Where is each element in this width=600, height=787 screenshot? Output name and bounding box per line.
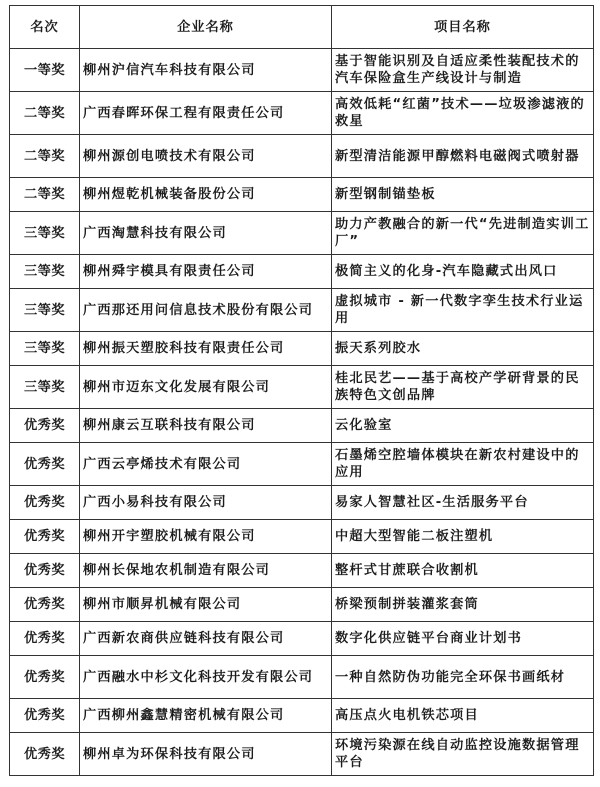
project-cell: 助力产教融合的新一代“先进制造实训工厂” xyxy=(332,212,594,255)
table-header-row xyxy=(10,6,594,49)
table-row xyxy=(10,366,594,409)
project-cell: 虚拟城市 - 新一代数字孪生技术行业运用 xyxy=(332,289,594,332)
rank-cell: 优秀奖 xyxy=(10,409,80,443)
table-row xyxy=(10,588,594,622)
table-row xyxy=(10,443,594,486)
project-cell: 高压点火电机铁芯项目 xyxy=(332,699,594,733)
company-cell: 广西新农商供应链科技有限公司 xyxy=(80,622,332,656)
company-cell: 广西云亭烯技术有限公司 xyxy=(80,443,332,486)
company-cell: 广西春晖环保工程有限责任公司 xyxy=(80,92,332,135)
company-cell: 柳州长保地农机制造有限公司 xyxy=(80,554,332,588)
table-row xyxy=(10,520,594,554)
project-cell: 整杆式甘蔗联合收割机 xyxy=(332,554,594,588)
company-cell: 广西那还用问信息技术股份有限公司 xyxy=(80,289,332,332)
table-row xyxy=(10,622,594,656)
rank-cell: 优秀奖 xyxy=(10,733,80,776)
rank-cell: 二等奖 xyxy=(10,178,80,212)
table-row xyxy=(10,733,594,776)
project-cell: 新型钢制锚垫板 xyxy=(332,178,594,212)
rank-cell: 三等奖 xyxy=(10,255,80,289)
table-row xyxy=(10,49,594,92)
awards-table xyxy=(9,5,594,776)
award-list-document xyxy=(9,5,593,776)
project-cell: 极简主义的化身-汽车隐藏式出风口 xyxy=(332,255,594,289)
project-cell: 基于智能识别及自适应柔性装配技术的汽车保险盒生产线设计与制造 xyxy=(332,49,594,92)
table-row xyxy=(10,554,594,588)
table-row xyxy=(10,289,594,332)
table-row xyxy=(10,409,594,443)
rank-cell: 优秀奖 xyxy=(10,699,80,733)
company-cell: 柳州沪信汽车科技有限公司 xyxy=(80,49,332,92)
rank-cell: 优秀奖 xyxy=(10,554,80,588)
rank-cell: 三等奖 xyxy=(10,332,80,366)
project-cell: 云化验室 xyxy=(332,409,594,443)
project-cell: 高效低耗“红菌”技术——垃圾渗滤液的救星 xyxy=(332,92,594,135)
rank-cell: 优秀奖 xyxy=(10,520,80,554)
company-cell: 广西柳州鑫慧精密机械有限公司 xyxy=(80,699,332,733)
project-cell: 桂北民艺——基于高校产学研背景的民族特色文创品牌 xyxy=(332,366,594,409)
rank-cell: 优秀奖 xyxy=(10,443,80,486)
rank-cell: 三等奖 xyxy=(10,212,80,255)
rank-cell: 优秀奖 xyxy=(10,622,80,656)
project-cell: 环境污染源在线自动监控设施数据管理平台 xyxy=(332,733,594,776)
project-cell: 数字化供应链平台商业计划书 xyxy=(332,622,594,656)
rank-cell: 优秀奖 xyxy=(10,486,80,520)
company-cell: 广西淘慧科技有限公司 xyxy=(80,212,332,255)
table-row xyxy=(10,178,594,212)
header-rank: 名次 xyxy=(10,6,80,49)
company-cell: 柳州舜宇模具有限责任公司 xyxy=(80,255,332,289)
header-project: 项目名称 xyxy=(332,6,594,49)
rank-cell: 优秀奖 xyxy=(10,588,80,622)
project-cell: 振天系列胶水 xyxy=(332,332,594,366)
company-cell: 柳州市顺昇机械有限公司 xyxy=(80,588,332,622)
header-company: 企业名称 xyxy=(80,6,332,49)
company-cell: 广西融水中杉文化科技开发有限公司 xyxy=(80,656,332,699)
project-cell: 新型清洁能源甲醇燃料电磁阀式喷射器 xyxy=(332,135,594,178)
company-cell: 广西小易科技有限公司 xyxy=(80,486,332,520)
table-row xyxy=(10,699,594,733)
table-row xyxy=(10,486,594,520)
company-cell: 柳州康云互联科技有限公司 xyxy=(80,409,332,443)
table-row xyxy=(10,135,594,178)
project-cell: 一种自然防伪功能完全环保书画纸材 xyxy=(332,656,594,699)
project-cell: 桥梁预制拼装灌浆套筒 xyxy=(332,588,594,622)
rank-cell: 三等奖 xyxy=(10,289,80,332)
company-cell: 柳州源创电喷技术有限公司 xyxy=(80,135,332,178)
project-cell: 石墨烯空腔墙体模块在新农村建设中的应用 xyxy=(332,443,594,486)
company-cell: 柳州煜乾机械装备股份公司 xyxy=(80,178,332,212)
rank-cell: 二等奖 xyxy=(10,135,80,178)
company-cell: 柳州卓为环保科技有限公司 xyxy=(80,733,332,776)
rank-cell: 三等奖 xyxy=(10,366,80,409)
company-cell: 柳州振天塑胶科技有限责任公司 xyxy=(80,332,332,366)
project-cell: 中超大型智能二板注塑机 xyxy=(332,520,594,554)
company-cell: 柳州开宇塑胶机械有限公司 xyxy=(80,520,332,554)
table-row xyxy=(10,92,594,135)
rank-cell: 一等奖 xyxy=(10,49,80,92)
table-row xyxy=(10,212,594,255)
company-cell: 柳州市迈东文化发展有限公司 xyxy=(80,366,332,409)
project-cell: 易家人智慧社区-生活服务平台 xyxy=(332,486,594,520)
rank-cell: 二等奖 xyxy=(10,92,80,135)
rank-cell: 优秀奖 xyxy=(10,656,80,699)
table-row xyxy=(10,332,594,366)
table-row xyxy=(10,656,594,699)
table-row xyxy=(10,255,594,289)
